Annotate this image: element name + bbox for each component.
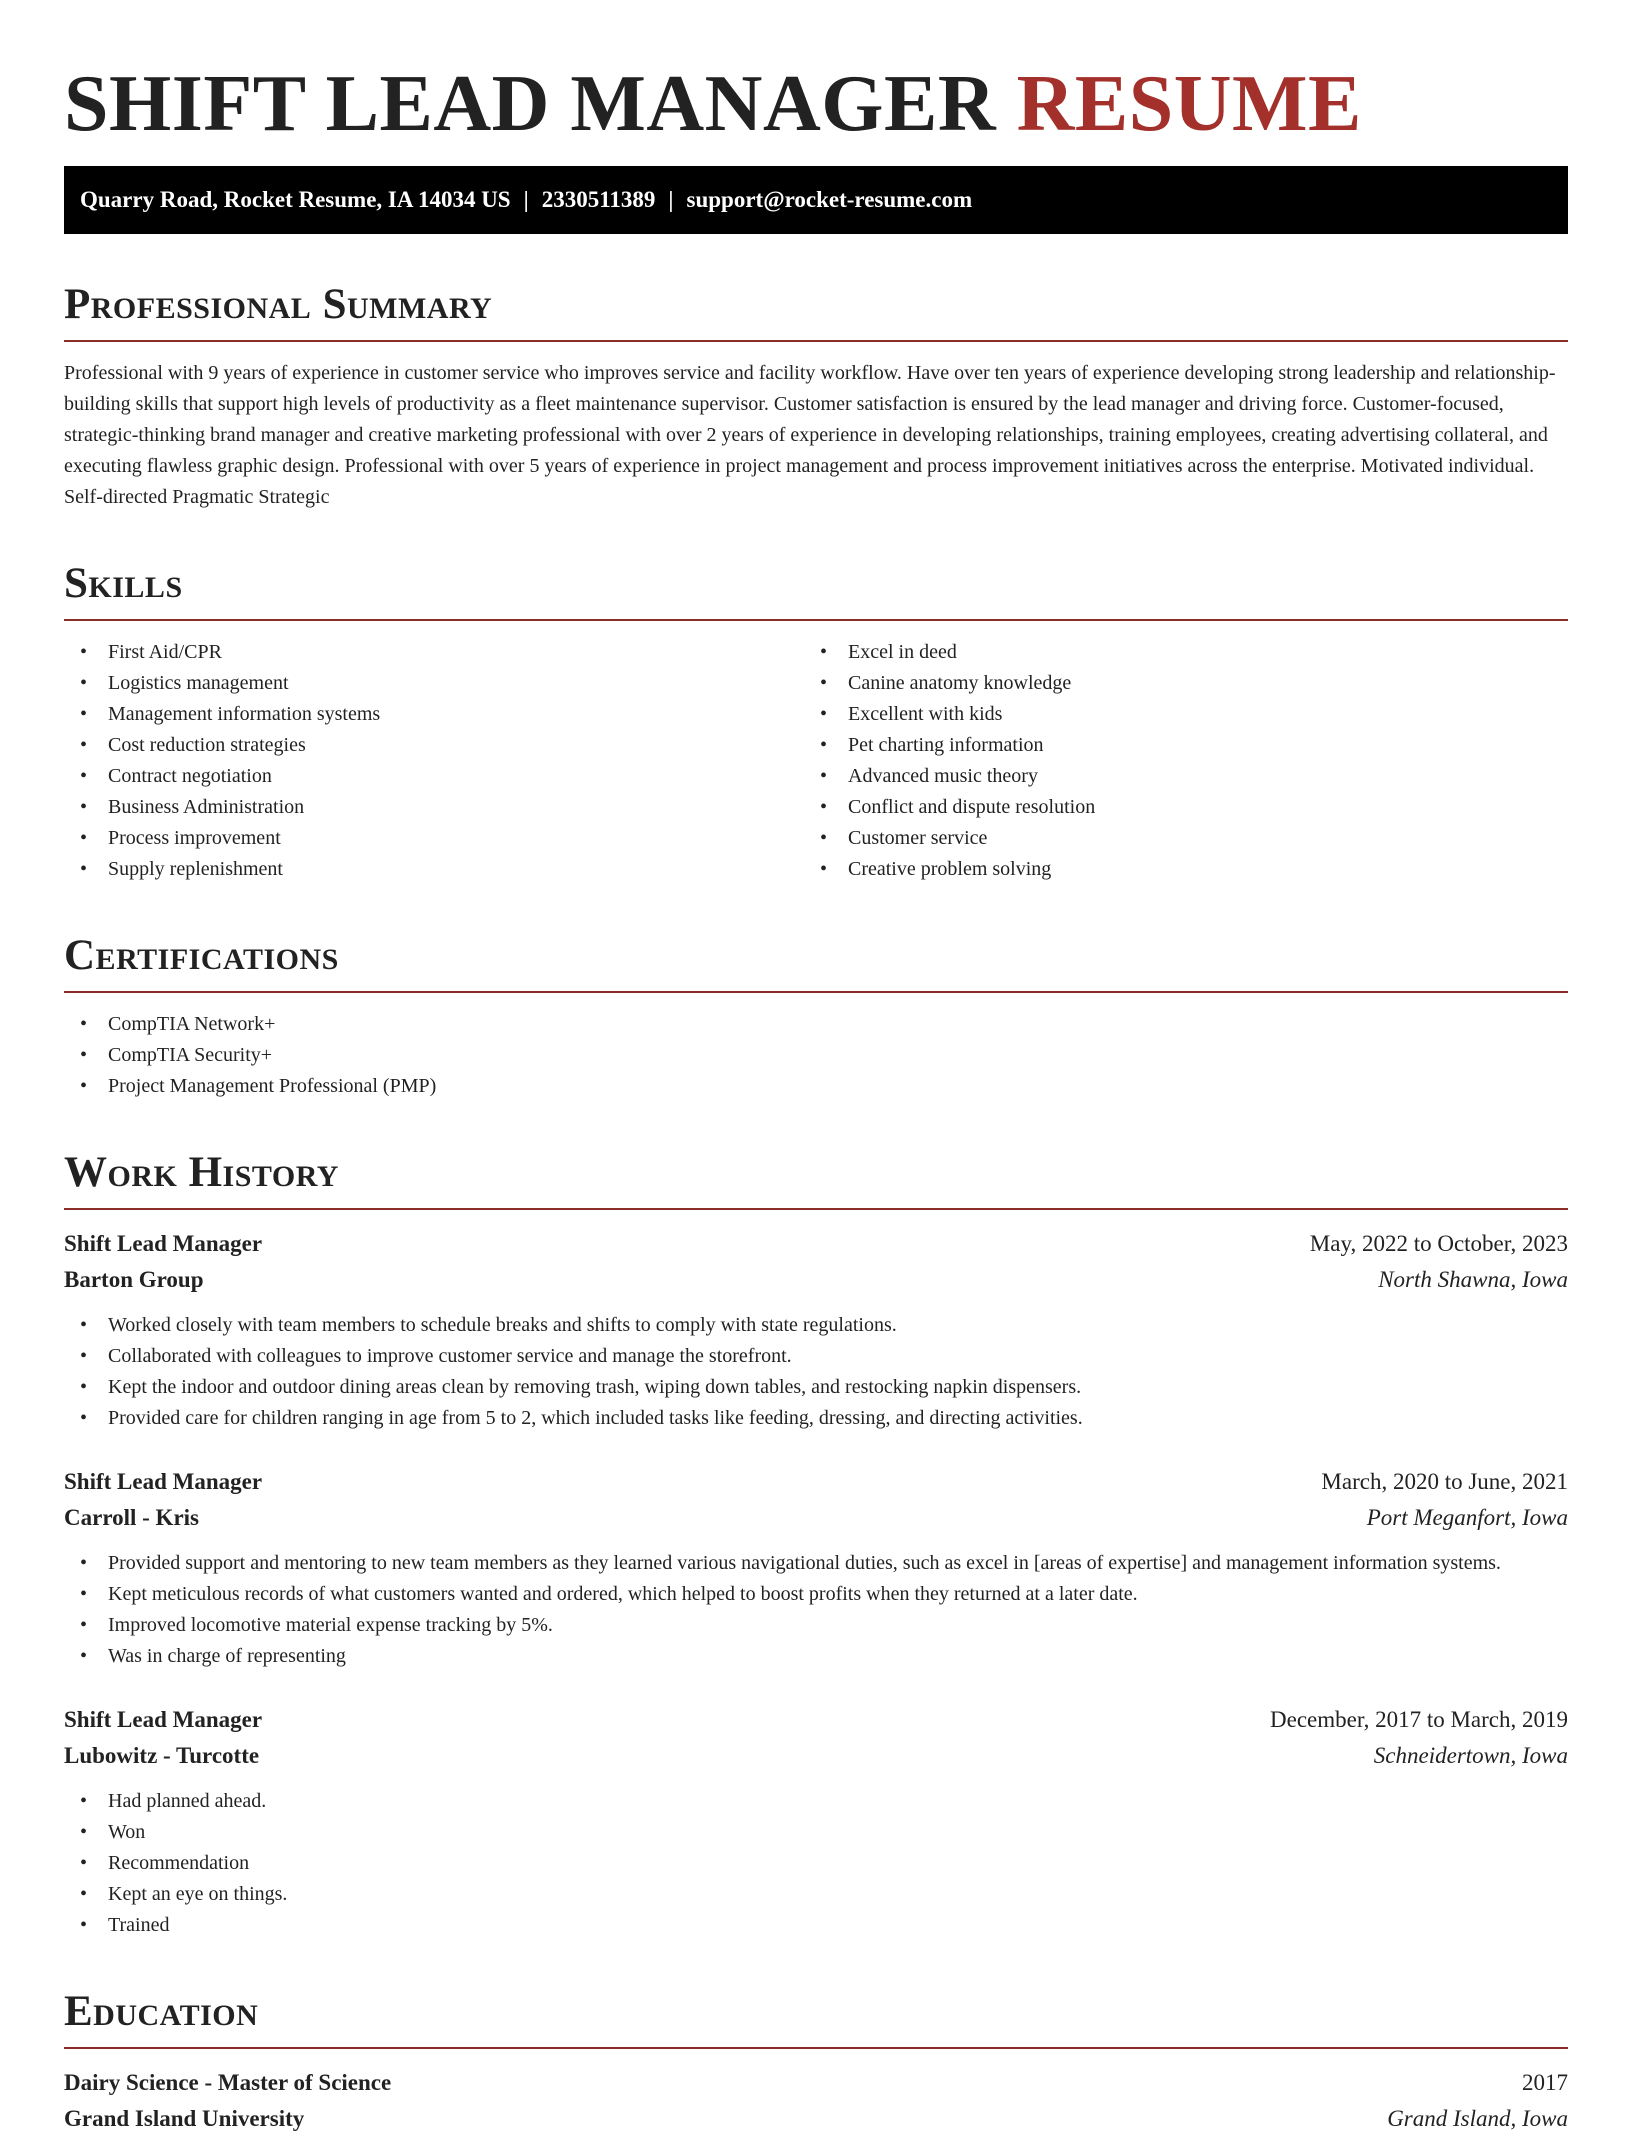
job-bullet: • Provided care for children ranging in age from 5 to 2, which included tasks like feeding, dressing, and directing activities. [64, 1403, 1568, 1434]
summary-heading: Professional Summary [64, 281, 493, 328]
certification-item: • CompTIA Security+ [64, 1040, 1568, 1071]
job-company: Lubowitz - Turcotte [64, 1743, 260, 1768]
job-bullet: • Trained [64, 1910, 1568, 1941]
resume-title [64, 58, 1568, 150]
contact-address: Quarry Road, Rocket Resume, IA 14034 US [80, 187, 511, 212]
section-divider [64, 2047, 1568, 2049]
skill-item: • Management information systems [64, 699, 804, 730]
job-entry [64, 1702, 1568, 1941]
certification-item: • CompTIA Network+ [64, 1009, 1568, 1040]
skills-heading: Skills [64, 560, 183, 607]
skill-item: • Advanced music theory [804, 761, 1568, 792]
job-bullets [64, 1310, 1568, 1434]
job-location: Port Meganfort, Iowa [1366, 1505, 1568, 1530]
education-location: Grand Island, Iowa [1387, 2106, 1568, 2131]
job-title: Shift Lead Manager [64, 1469, 263, 1494]
job-company: Carroll - Kris [64, 1505, 199, 1530]
job-bullet: • Provided support and mentoring to new team members as they learned various navigational duties, such as excel in [areas of expertise] and management information systems. [64, 1548, 1568, 1579]
contact-email[interactable]: support@rocket-resume.com [686, 187, 973, 212]
job-bullet: • Had planned ahead. [64, 1786, 1568, 1817]
job-bullet: • Improved locomotive material expense tracking by 5%. [64, 1610, 1568, 1641]
section-divider [64, 1208, 1568, 1210]
certifications-heading: Certifications [64, 932, 339, 979]
skill-item: • First Aid/CPR [64, 637, 804, 668]
job-title: Shift Lead Manager [64, 1707, 263, 1732]
section-divider [64, 619, 1568, 621]
skill-item: • Contract negotiation [64, 761, 804, 792]
job-bullet: • Was in charge of representing [64, 1641, 1568, 1672]
education-school-row [64, 2101, 1568, 2137]
job-location: Schneidertown, Iowa [1373, 1743, 1568, 1768]
contact-phone[interactable]: 2330511389 [541, 187, 656, 212]
skill-item: • Excel in deed [804, 637, 1568, 668]
education-degree: Dairy Science - Master of Science [64, 2070, 392, 2095]
skill-item: • Business Administration [64, 792, 804, 823]
skills-list-left [64, 637, 804, 885]
job-bullet: • Kept an eye on things. [64, 1879, 1568, 1910]
skills-list-right [804, 637, 1568, 885]
job-header-row [64, 1226, 1568, 1262]
contact-separator: | [523, 187, 529, 212]
skill-item: • Creative problem solving [804, 854, 1568, 885]
skill-item: • Cost reduction strategies [64, 730, 804, 761]
job-company-row [64, 1738, 1568, 1774]
skill-item: • Canine anatomy knowledge [804, 668, 1568, 699]
skill-item: • Pet charting information [804, 730, 1568, 761]
job-bullet: • Kept meticulous records of what customers wanted and ordered, which helped to boost profits when they returned at a later date. [64, 1579, 1568, 1610]
job-bullet: • Worked closely with team members to schedule breaks and shifts to comply with state regulations. [64, 1310, 1568, 1341]
skill-item: • Supply replenishment [64, 854, 804, 885]
summary-text: Professional with 9 years of experience in customer service who improves service and facility workflow. Have over ten years of experience developing strong leadership and relationship-building skills that support high levels of productivity as a fleet maintenance supervisor. Customer satisfaction is ensured by the lead manager and driving force. Customer-focused, strategic-thinking brand manager and creative marketing professional with over 2 years of experience in developing relationships, training employees, creating advertising collateral, and executing flawless graphic design. Professional with over 5 years of experience in project management and process improvement initiatives across the enterprise. Motivated individual. Self-directed Pragmatic Strategic [64, 362, 1556, 508]
job-title: Shift Lead Manager [64, 1231, 263, 1256]
title-main: SHIFT LEAD MANAGER [64, 60, 997, 148]
skill-item: • Process improvement [64, 823, 804, 854]
job-company-row [64, 1262, 1568, 1298]
job-location: North Shawna, Iowa [1378, 1267, 1568, 1292]
job-header-row [64, 1702, 1568, 1738]
job-bullet: • Recommendation [64, 1848, 1568, 1879]
job-bullet: • Won [64, 1817, 1568, 1848]
job-bullet: • Collaborated with colleagues to improve customer service and manage the storefront. [64, 1341, 1568, 1372]
job-header-row [64, 1464, 1568, 1500]
certifications-section [64, 931, 1568, 1102]
certifications-list [64, 1009, 1568, 1102]
job-dates: March, 2020 to June, 2021 [1321, 1469, 1568, 1494]
skill-item: • Conflict and dispute resolution [804, 792, 1568, 823]
job-company-row [64, 1500, 1568, 1536]
section-divider [64, 340, 1568, 342]
skills-grid [64, 637, 1568, 885]
education-year: 2017 [1522, 2070, 1568, 2095]
skills-section [64, 559, 1568, 885]
contact-separator: | [668, 187, 674, 212]
education-heading: Education [64, 1988, 259, 2035]
work-history-section [64, 1148, 1568, 1941]
skill-item: • Excellent with kids [804, 699, 1568, 730]
education-school: Grand Island University [64, 2106, 305, 2131]
education-degree-row [64, 2065, 1568, 2101]
job-entry [64, 1226, 1568, 1434]
job-bullets [64, 1786, 1568, 1941]
job-dates: May, 2022 to October, 2023 [1309, 1231, 1568, 1256]
section-divider [64, 991, 1568, 993]
job-dates: December, 2017 to March, 2019 [1270, 1707, 1568, 1732]
skill-item: • Logistics management [64, 668, 804, 699]
job-company: Barton Group [64, 1267, 204, 1292]
contact-bar [64, 166, 1568, 234]
work-history-heading: Work History [64, 1149, 339, 1196]
job-bullets [64, 1548, 1568, 1672]
certification-item: • Project Management Professional (PMP) [64, 1071, 1568, 1102]
job-bullet: • Kept the indoor and outdoor dining areas clean by removing trash, wiping down tables, and restocking napkin dispensers. [64, 1372, 1568, 1403]
title-accent: RESUME [1016, 60, 1362, 148]
education-section [64, 1987, 1568, 2137]
summary-section [64, 280, 1568, 513]
skill-item: • Customer service [804, 823, 1568, 854]
job-entry [64, 1464, 1568, 1672]
